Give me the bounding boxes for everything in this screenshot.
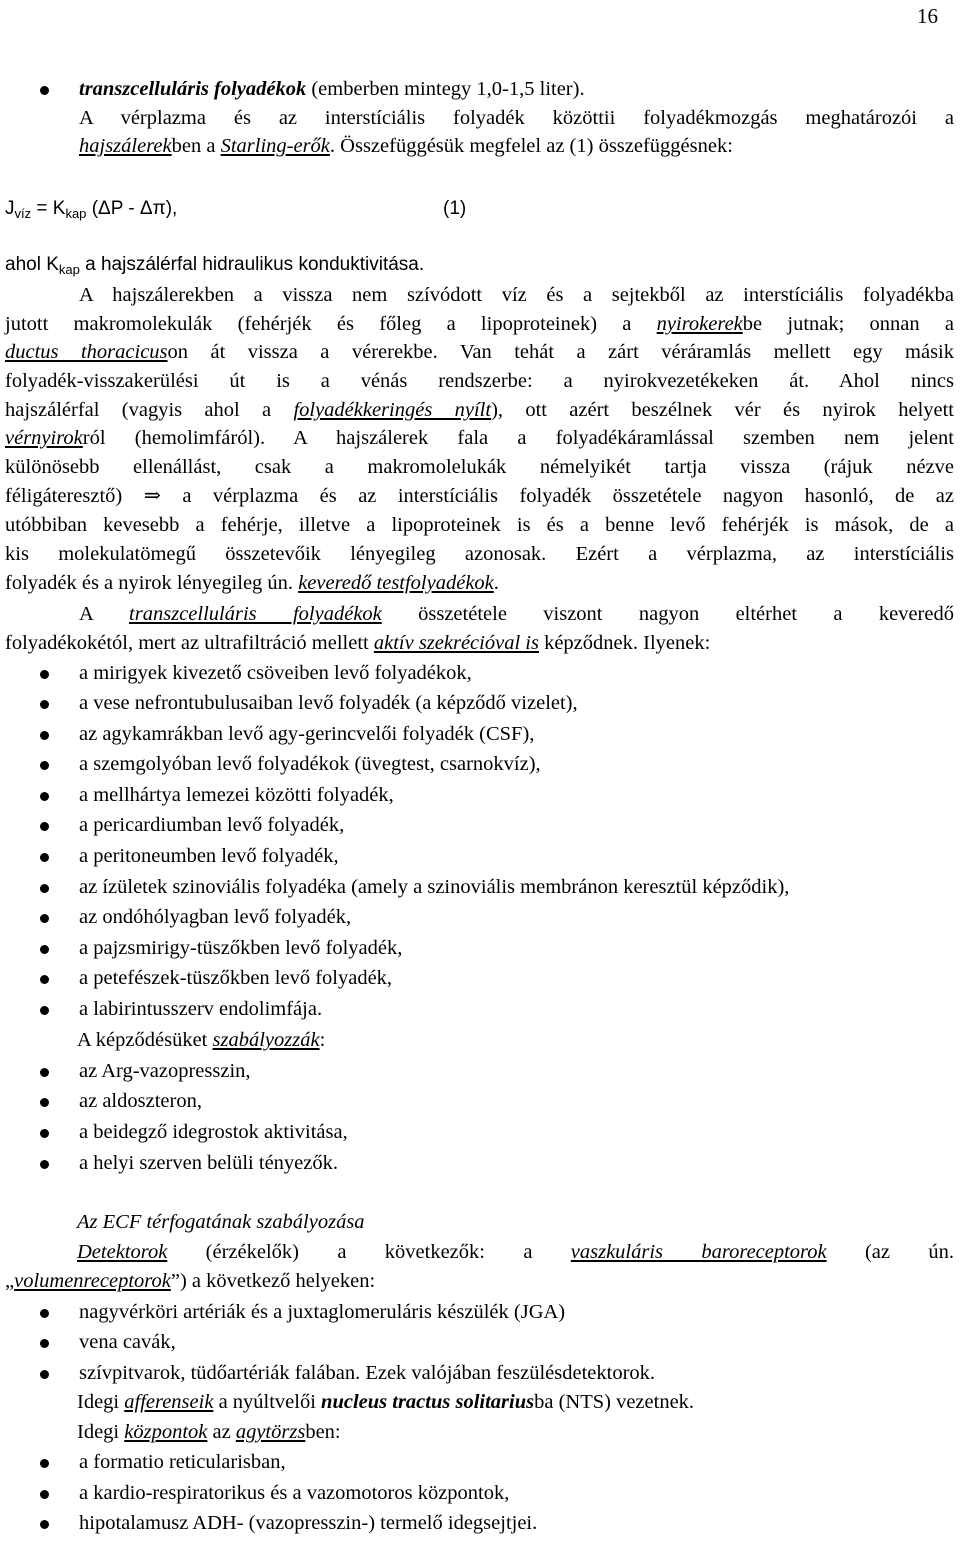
bullet-dot bbox=[40, 1309, 49, 1318]
bullet-dot bbox=[40, 731, 49, 740]
list-item: a mellhártya lemezei közötti folyadék, bbox=[79, 784, 394, 806]
bullet-dot bbox=[40, 670, 49, 679]
implies-arrow-icon: ⇒ bbox=[143, 485, 161, 507]
bullet-dot bbox=[40, 1129, 49, 1138]
text-line: féligáteresztő) ⇒ a vérplazma és az interstíciális folyadék összetétele nagyon hasonló, de az bbox=[5, 485, 955, 507]
bullet-dot bbox=[40, 1520, 49, 1529]
bullet-dot bbox=[40, 792, 49, 801]
text-line: jutott makromolekulák (fehérjék és főleg a lipoproteinek) a nyirokerekbe jutnak; onnan a bbox=[5, 313, 954, 335]
text-line: folyadékokétól, mert az ultrafiltráció mellett aktív szekrécióval is képződnek. Ilyenek: bbox=[5, 632, 711, 654]
bullet-dot bbox=[40, 1370, 49, 1379]
text-line: különösebb ellenállást, csak a makromolelukák némelyikét tartja vissza (rájuk nézve bbox=[5, 456, 954, 478]
bullet-dot bbox=[40, 975, 49, 984]
list-item: a formatio reticularisban, bbox=[79, 1451, 286, 1473]
bullet-dot bbox=[40, 1098, 49, 1107]
list-item: a labirintusszerv endolimfája. bbox=[79, 998, 323, 1020]
bullet-item: transzcelluláris folyadékok (emberben mintegy 1,0-1,5 liter). bbox=[79, 78, 585, 100]
term-transcellular: transzcelluláris folyadékok bbox=[79, 78, 307, 100]
bullet-dot bbox=[40, 822, 49, 831]
list-item: a helyi szerven belüli tényezők. bbox=[79, 1152, 338, 1174]
section-heading: Az ECF térfogatának szabályozása bbox=[77, 1211, 365, 1233]
bullet-dot bbox=[40, 853, 49, 862]
page-number: 16 bbox=[917, 4, 938, 28]
list-item: az ondóhólyagban levő folyadék, bbox=[79, 906, 352, 928]
list-item: a petefészek-tüszőkben levő folyadék, bbox=[79, 967, 393, 989]
text-line: utóbbiban kevesebb a fehérje, illetve a lipoproteinek is és a benne levő fehérjék is mások, de a bbox=[5, 514, 954, 536]
list-item: a beidegző idegrostok aktivitása, bbox=[79, 1121, 348, 1143]
bullet-dot bbox=[40, 884, 49, 893]
list-item: az aldoszteron, bbox=[79, 1090, 202, 1112]
bullet-dot bbox=[40, 761, 49, 770]
list-item: a szemgolyóban levő folyadékok (üvegtest, csarnokvíz), bbox=[79, 753, 541, 775]
list-item: vena cavák, bbox=[79, 1331, 176, 1353]
text-line: ahol $K_{kap}$ a hajszálérfal hidraulikus konduktivitása. bbox=[5, 254, 425, 277]
text-line: Idegi központok az agytörzsben: bbox=[77, 1421, 341, 1443]
text-line: folyadék és a nyirok lényegileg ún. keveredő testfolyadékok. bbox=[5, 572, 499, 594]
text-line: kis molekulatömegű összetevőik lényegileg azonosak. Ezért a vérplazma, az interstíciális bbox=[5, 543, 954, 565]
text-line: A képződésüket szabályozzák: bbox=[77, 1029, 326, 1051]
list-item: a pericardiumban levő folyadék, bbox=[79, 814, 345, 836]
list-item: az Arg-vazopresszin, bbox=[79, 1060, 251, 1082]
text-line: A transzcelluláris folyadékok összetétele viszont nagyon eltérhet a keveredő bbox=[79, 603, 954, 625]
bullet-dot bbox=[40, 945, 49, 954]
equation: $J_{víz} = K_{kap}$ (ΔP - Δπ), bbox=[5, 198, 178, 221]
list-item: a kardio-respiratorikus és a vazomotoros központok, bbox=[79, 1482, 510, 1504]
text-line: folyadék-visszakerülési út is a vénás rendszerbe: a nyirokvezetékeken át. Ahol nincs bbox=[5, 370, 954, 392]
list-item: az ízületek szinoviális folyadéka (amely a szinoviális membránon keresztül képződik), bbox=[79, 876, 790, 898]
list-item: az agykamrákban levő agy-gerincvelői folyadék (CSF), bbox=[79, 723, 535, 745]
list-item: a pajzsmirigy-tüszőkben levő folyadék, bbox=[79, 937, 403, 959]
bullet-dot bbox=[40, 1068, 49, 1077]
text-line: A hajszálerekben a vissza nem szívódott víz és a sejtekből az interstíciális folyadékba bbox=[79, 284, 954, 306]
bullet-dot bbox=[40, 1339, 49, 1348]
list-item: nagyvérköri artériák és a juxtaglomeruláris készülék (JGA) bbox=[79, 1301, 566, 1323]
bullet-dot bbox=[40, 1006, 49, 1015]
text-line: Idegi afferenseik a nyúltvelői nucleus tractus solitariusba (NTS) vezetnek. bbox=[77, 1391, 695, 1413]
list-item: hipotalamusz ADH- (vazopresszin-) termelő idegsejtjei. bbox=[79, 1512, 538, 1534]
bullet-dot bbox=[40, 914, 49, 923]
equation-number: (1) bbox=[443, 198, 467, 219]
bullet-dot bbox=[40, 1490, 49, 1499]
bullet-dot bbox=[40, 700, 49, 709]
bullet-dot bbox=[40, 1459, 49, 1468]
list-item: a peritoneumben levő folyadék, bbox=[79, 845, 339, 867]
text-line: Detektorok (érzékelők) a következők: a vaszkuláris baroreceptorok (az ún. bbox=[77, 1241, 954, 1263]
text-line: hajszálérfal (vagyis ahol a folyadékkeringés nyílt), ott azért beszélnek vér és nyirok helyett bbox=[5, 399, 955, 421]
text-line: A vérplazma és az interstíciális folyadék közöttii folyadékmozgás meghatározói a bbox=[79, 107, 954, 129]
list-item: szívpitvarok, tüdőartériák falában. Ezek valójában feszülésdetektorok. bbox=[79, 1362, 656, 1384]
list-item: a mirigyek kivezető csöveiben levő folyadékok, bbox=[79, 662, 472, 684]
text-line: vérnyirokról (hemolimfáról). A hajszálerek fala a folyadékáramlással szemben nem jelent bbox=[5, 427, 954, 449]
text-line: „volumenreceptorok”) a következő helyeken: bbox=[5, 1270, 376, 1292]
text-line: hajszálerekben a Starling-erők. Összefüggésük megfelel az (1) összefüggésnek: bbox=[79, 135, 733, 157]
list-item: a vese nefrontubulusaiban levő folyadék (a képződő vizelet), bbox=[79, 692, 578, 714]
bullet-dot bbox=[40, 86, 49, 95]
text-line: ductus thoracicuson át vissza a vérerekbe. Van tehát a zárt véráramlás mellett egy másik bbox=[5, 341, 954, 363]
bullet-dot bbox=[40, 1160, 49, 1169]
